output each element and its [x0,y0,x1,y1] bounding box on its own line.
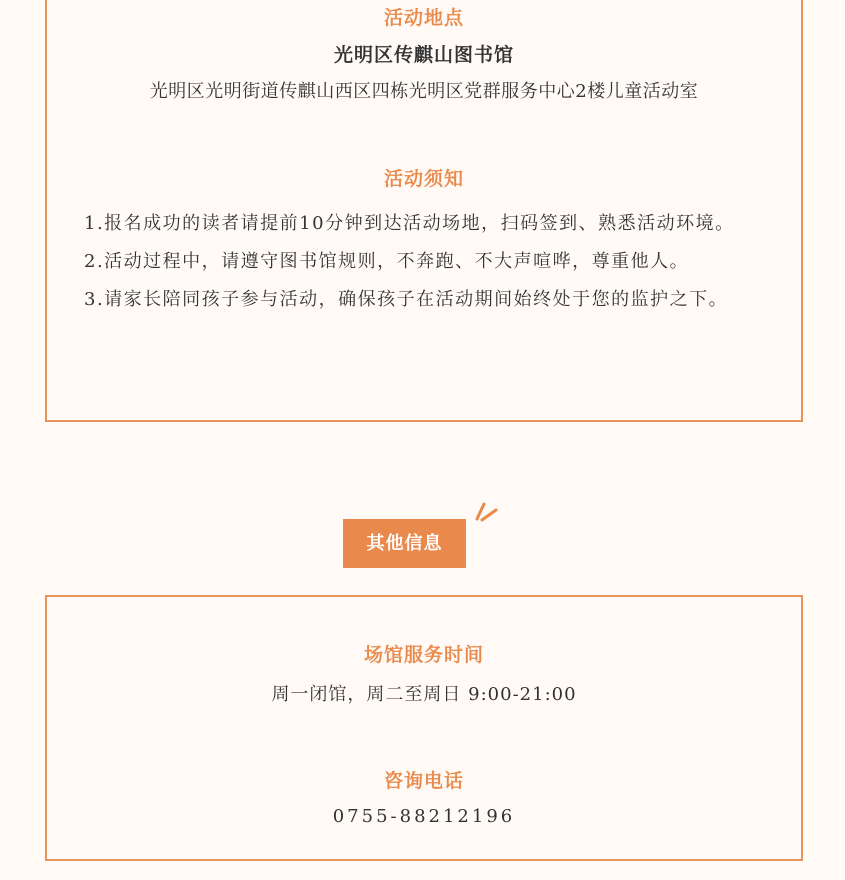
venue-name: 光明区传麒山图书馆 [333,44,514,66]
phone-heading: 咨询电话 [383,770,464,792]
notice-item-3: 3.请家长陪同孩子参与活动，确保孩子在活动期间始终处于您的监护之下。 [84,289,729,310]
other-info-card [45,595,803,861]
service-hours-heading: 场馆服务时间 [363,644,484,666]
notice-list [84,205,774,319]
service-hours-text: 周一闭馆，周二至周日 9:00-21:00 [271,684,577,705]
activity-info-card [45,0,803,422]
phone-number: 0755-88212196 [332,806,516,827]
notice-item-1: 1.报名成功的读者请提前10分钟到达活动场地，扫码签到、熟悉活动环境。 [84,213,735,234]
other-info-tag: 其他信息 [343,519,466,568]
activity-location-heading: 活动地点 [383,7,464,29]
venue-address: 光明区光明街道传麒山西区四栋光明区党群服务中心2楼儿童活动室 [149,81,699,102]
other-info-tag-group [343,519,466,568]
notice-item-2: 2.活动过程中，请遵守图书馆规则，不奔跑、不大声喧哗，尊重他人。 [84,251,690,272]
activity-notice-heading: 活动须知 [383,168,464,190]
spark-lines-icon [475,501,499,523]
